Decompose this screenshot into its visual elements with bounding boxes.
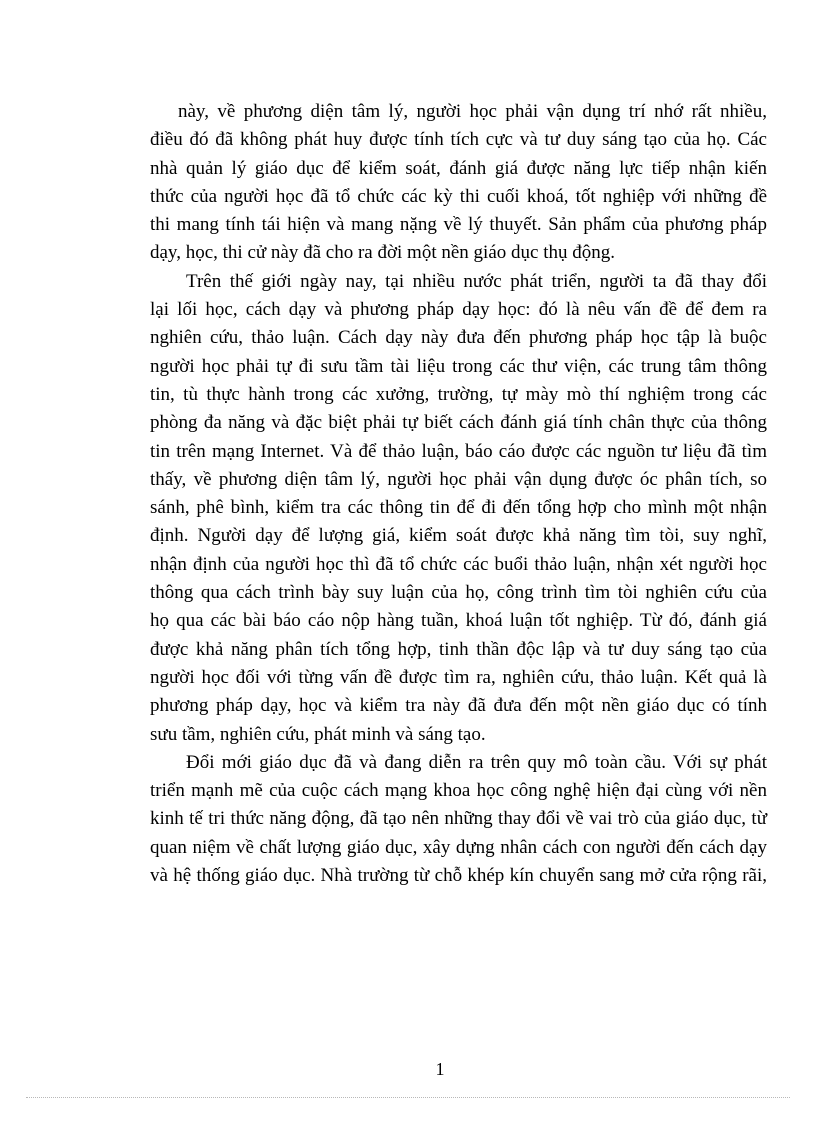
text-line: phương pháp dạy, học và kiểm tra này đã đưa đến một nền giáo dục có tính xyxy=(150,695,767,717)
text-line: Đổi mới giáo dục đã và đang diễn ra trên quy mô toàn cầu. Với sự phát xyxy=(186,751,767,773)
text-line: Trên thế giới ngày nay, tại nhiều nước phát triển, người ta đã thay đổi xyxy=(186,270,767,292)
text-line: lại lối học, cách dạy và phương pháp dạy học: đó là nêu vấn đề để đem ra xyxy=(150,299,767,321)
text-line: được khả năng phân tích tổng hợp, tinh thần độc lập và tư duy sáng tạo của xyxy=(150,638,767,660)
text-line: thông qua cách trình bày suy luận của họ, công trình tìm tòi nghiên cứu của xyxy=(150,582,767,604)
text-line: nhận định của người học thì đã tổ chức các buổi thảo luận, nhận xét người học xyxy=(150,553,767,575)
page-number: 1 xyxy=(435,1059,445,1079)
paragraph-3 xyxy=(150,749,767,890)
paragraph-2 xyxy=(150,268,767,749)
body-text xyxy=(150,98,767,890)
text-line: nhà quản lý giáo dục để kiểm soát, đánh giá được năng lực tiếp nhận kiến xyxy=(150,157,767,179)
text-line: nghiên cứu, thảo luận. Cách dạy này đưa đến phương pháp học tập là buộc xyxy=(150,327,767,349)
text-line: dạy, học, thi cử này đã cho ra đời một nền giáo dục thụ động. xyxy=(150,242,615,264)
text-line: phòng đa năng và đặc biệt phải tự biết cách đánh giá tính chân thực của thông xyxy=(150,412,767,434)
text-line: tin trên mạng Internet. Và để thảo luận, báo cáo được các nguồn tư liệu đã tìm xyxy=(150,440,767,462)
text-line: người học đối với từng vấn đề được tìm ra, nghiên cứu, thảo luận. Kết quả là xyxy=(150,666,767,688)
text-line: định. Người dạy để lượng giá, kiểm soát được khả năng tìm tòi, suy nghĩ, xyxy=(150,525,767,547)
text-line: thấy, về phương diện tâm lý, người học phải vận dụng được óc phân tích, so xyxy=(150,468,767,490)
text-line: kinh tế tri thức năng động, đã tạo nên những thay đổi về vai trò của giáo dục, từ xyxy=(150,808,767,830)
text-line: triển mạnh mẽ của cuộc cách mạng khoa học công nghệ hiện đại cùng với nền xyxy=(150,780,767,802)
text-line: quan niệm về chất lượng giáo dục, xây dựng nhân cách con người đến cách dạy xyxy=(150,836,767,858)
text-line: sưu tầm, nghiên cứu, phát minh và sáng tạo. xyxy=(150,723,486,745)
text-line: sánh, phê bình, kiểm tra các thông tin để đi đến tổng hợp cho mình một nhận xyxy=(150,497,767,519)
page-bottom-rule xyxy=(26,1097,790,1098)
text-line: này, về phương diện tâm lý, người học phải vận dụng trí nhớ rất nhiều, xyxy=(178,101,767,122)
text-line: họ qua các bài báo cáo nộp hàng tuần, khoá luận tốt nghiệp. Từ đó, đánh giá xyxy=(150,610,767,632)
text-line: và hệ thống giáo dục. Nhà trường từ chỗ khép kín chuyển sang mở cửa rộng rãi, xyxy=(150,865,767,887)
text-line: người học phải tự đi sưu tầm tài liệu trong các thư viện, các trung tâm thông xyxy=(150,355,767,377)
text-line: thức của người học đã tổ chức các kỳ thi cuối khoá, tốt nghiệp với những đề xyxy=(150,185,767,207)
text-line: thi mang tính tái hiện và mang nặng về lý thuyết. Sản phẩm của phương pháp xyxy=(150,214,767,236)
text-line: điều đó đã không phát huy được tính tích cực và tư duy sáng tạo của họ. Các xyxy=(150,129,767,151)
text-line: tin, tù thực hành trong các xưởng, trường, tự mày mò thí nghiệm trong các xyxy=(150,383,767,405)
paragraph-1 xyxy=(150,98,767,268)
